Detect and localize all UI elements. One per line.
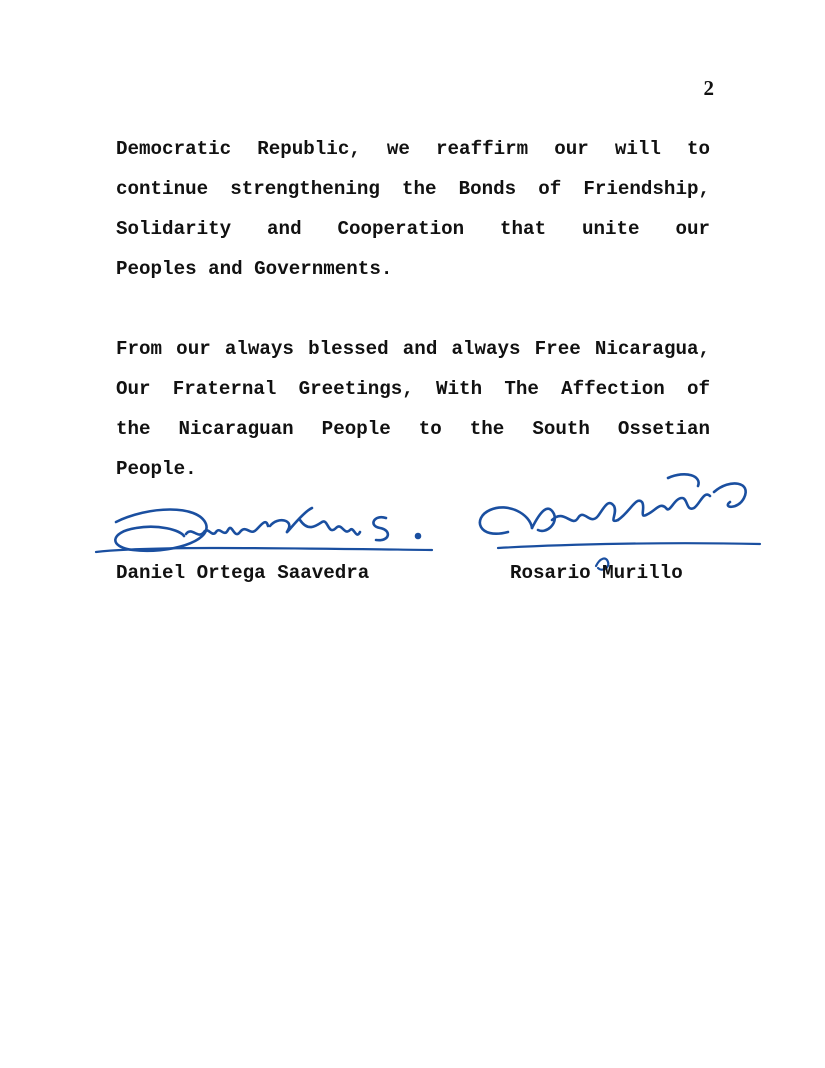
text-line: People.: [116, 458, 197, 480]
text-line: the Nicaraguan People to the South Ossetian: [116, 418, 710, 440]
text-line: continue strengthening the Bonds of Friendship,: [116, 178, 710, 200]
text-line: Solidarity and Cooperation that unite our: [116, 218, 710, 240]
text-line: From our always blessed and always Free Nicaragua,: [116, 338, 710, 360]
text-line: Democratic Republic, we reaffirm our will to: [116, 138, 710, 160]
text-line: Peoples and Governments.: [116, 258, 393, 280]
signer-name-2: Rosario Murillo: [510, 562, 683, 584]
text-line: Our Fraternal Greetings, With The Affection of: [116, 378, 710, 400]
signature-daniel-ortega: [88, 496, 438, 564]
signer-name-1: Daniel Ortega Saavedra: [116, 562, 370, 584]
body-paragraph-2: [116, 329, 710, 489]
page-number: 2: [703, 76, 714, 100]
body-paragraph-1: [116, 129, 710, 289]
